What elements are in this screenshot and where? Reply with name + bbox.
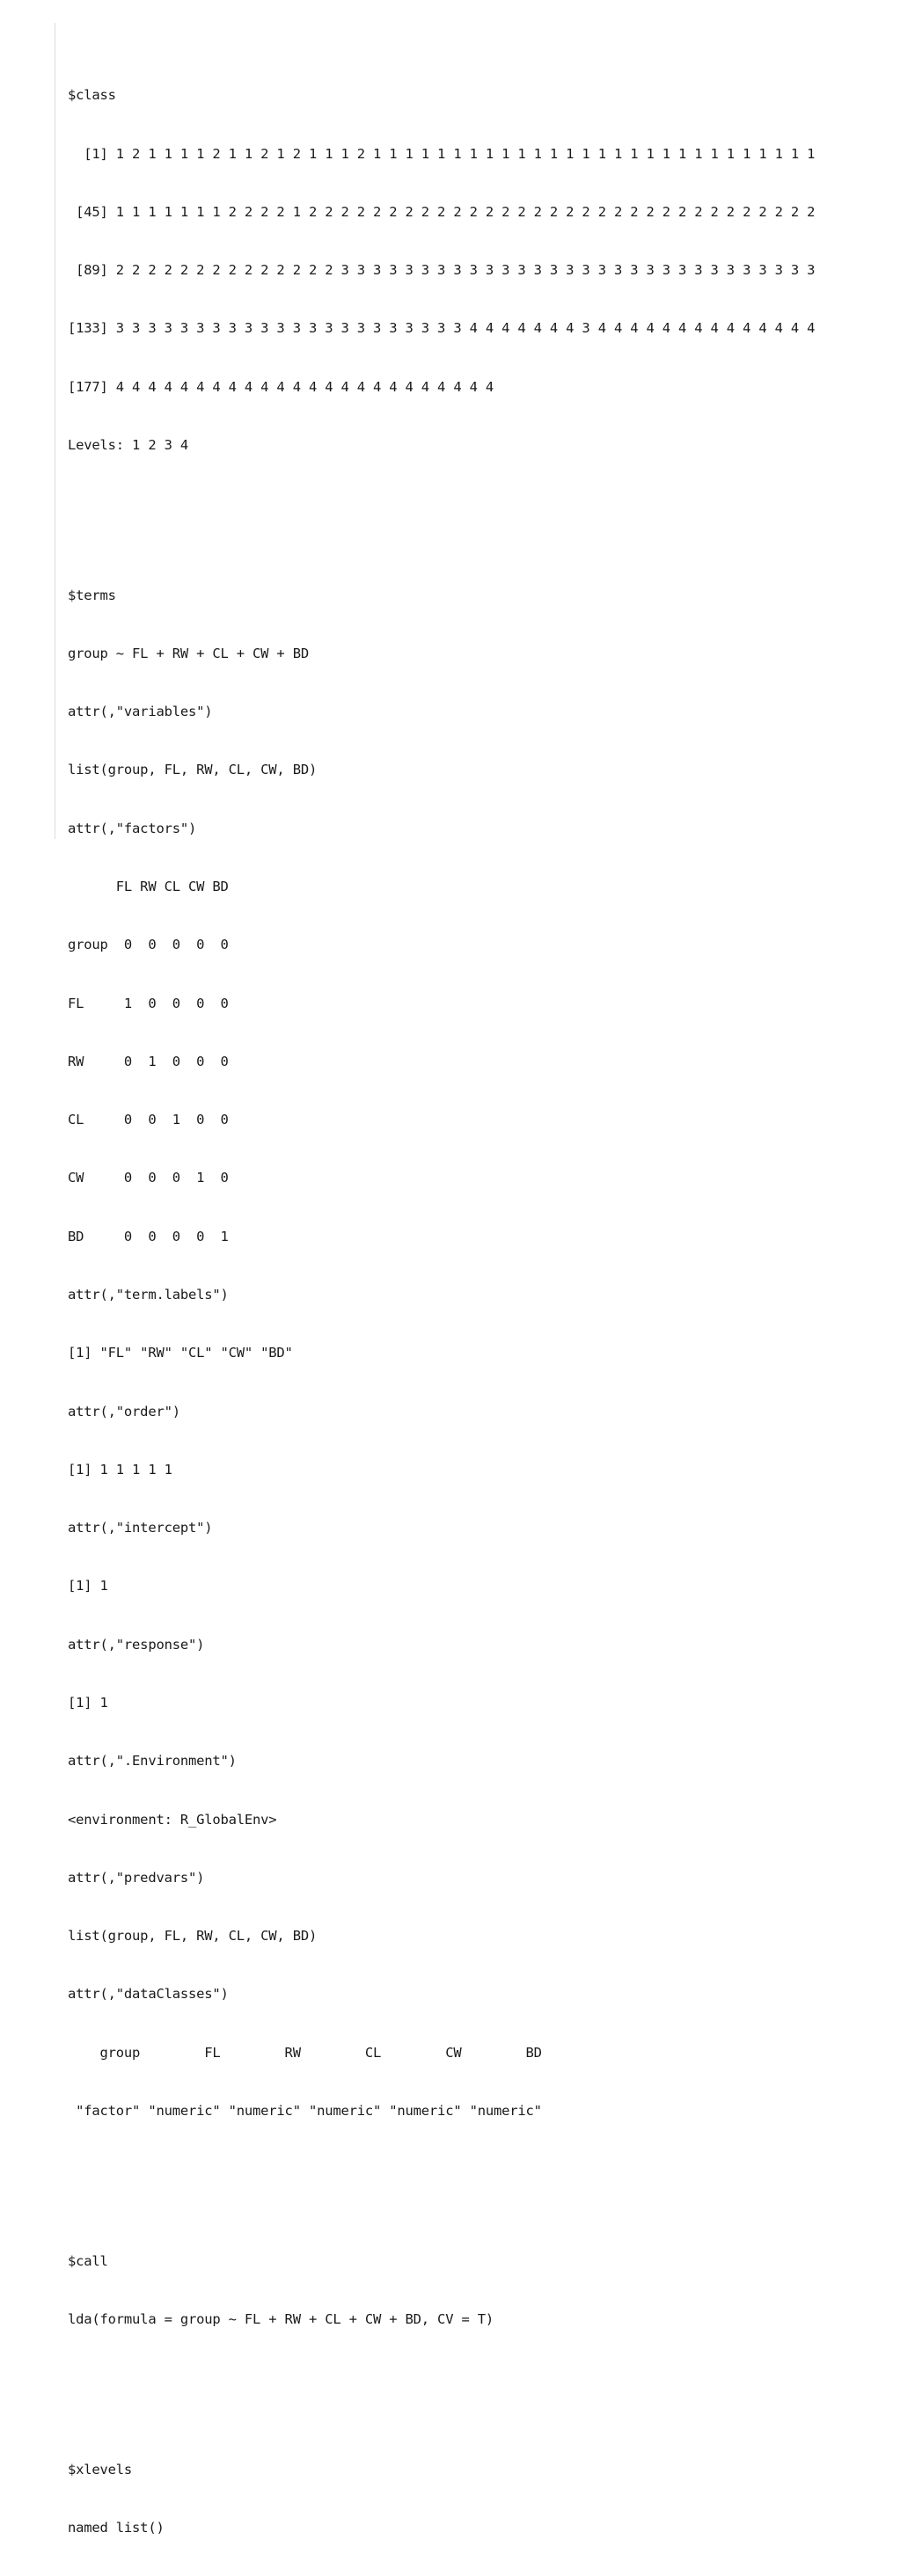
terms-line: attr(,"predvars") (68, 1869, 205, 1886)
factors-matrix-row: BD 0 0 0 0 1 (68, 1228, 229, 1244)
dataclasses-values: "factor" "numeric" "numeric" "numeric" "numeric" "numeric" (68, 2102, 542, 2119)
terms-line: attr(,"variables") (68, 704, 213, 720)
blank-line (68, 2159, 815, 2173)
terms-line: attr(,"term.labels") (68, 1287, 229, 1303)
blank-line (68, 493, 815, 507)
terms-header: $terms (68, 587, 116, 603)
class-row: [177] 4 4 4 4 4 4 4 4 4 4 4 4 4 4 4 4 4 4 4 4 4 4 4 4 (68, 378, 494, 395)
xlevels-line: named list() (68, 2519, 165, 2536)
factors-matrix-row: FL 1 0 0 0 0 (68, 995, 229, 1011)
terms-line: list(group, FL, RW, CL, CW, BD) (68, 1928, 318, 1945)
terms-line: [1] "FL" "RW" "CL" "CW" "BD" (68, 1345, 293, 1361)
factors-matrix-row: CW 0 0 0 1 0 (68, 1170, 229, 1186)
class-row: [45] 1 1 1 1 1 1 1 2 2 2 2 1 2 2 2 2 2 2 2 2 2 2 2 2 2 2 2 2 2 2 2 2 2 2 2 2 2 2 2 2 2 2 2 2 (68, 203, 816, 220)
console-text (68, 27, 815, 2576)
terms-line: [1] 1 (68, 1694, 108, 1711)
terms-line: attr(,"dataClasses") (68, 1986, 229, 2003)
class-row: [1] 1 2 1 1 1 1 2 1 1 2 1 2 1 1 1 2 1 1 1 1 1 1 1 1 1 1 1 1 1 1 1 1 1 1 1 1 1 1 1 1 1 1 1 1 (68, 145, 816, 162)
factors-matrix-row: CL 0 0 1 0 0 (68, 1112, 229, 1128)
class-row: [133] 3 3 3 3 3 3 3 3 3 3 3 3 3 3 3 3 3 3 3 3 3 3 4 4 4 4 4 4 4 3 4 4 4 4 4 4 4 4 4 4 4 4 4 4 (68, 320, 816, 337)
terms-line: attr(,"response") (68, 1636, 205, 1653)
xlevels-header: $xlevels (68, 2461, 133, 2477)
terms-line: [1] 1 1 1 1 1 (68, 1461, 172, 1478)
dataclasses-header: group FL RW CL CW BD (68, 2044, 542, 2061)
terms-line: attr(,"factors") (68, 820, 197, 836)
factors-matrix-row: group 0 0 0 0 0 (68, 937, 229, 953)
class-header: $class (68, 87, 116, 104)
console-output (55, 23, 882, 2536)
terms-line: list(group, FL, RW, CL, CW, BD) (68, 762, 318, 778)
factors-matrix-row: RW 0 1 0 0 0 (68, 1053, 229, 1069)
terms-line: <environment: R_GlobalEnv> (68, 1811, 277, 1828)
class-row: [89] 2 2 2 2 2 2 2 2 2 2 2 2 2 2 3 3 3 3 3 3 3 3 3 3 3 3 3 3 3 3 3 3 3 3 3 3 3 3 3 3 3 3 3 3 (68, 262, 816, 279)
call-line: lda(formula = group ~ FL + RW + CL + CW + BD, CV = T) (68, 2310, 494, 2327)
terms-line: attr(,"intercept") (68, 1520, 213, 1536)
terms-line: group ~ FL + RW + CL + CW + BD (68, 645, 309, 661)
terms-line: [1] 1 (68, 1578, 108, 1594)
terms-line: attr(,"order") (68, 1403, 180, 1419)
terms-line: attr(,".Environment") (68, 1753, 237, 1770)
class-levels: Levels: 1 2 3 4 (68, 436, 188, 453)
call-header: $call (68, 2252, 108, 2269)
factors-matrix-header: FL RW CL CW BD (68, 879, 229, 895)
blank-line (68, 2368, 815, 2382)
